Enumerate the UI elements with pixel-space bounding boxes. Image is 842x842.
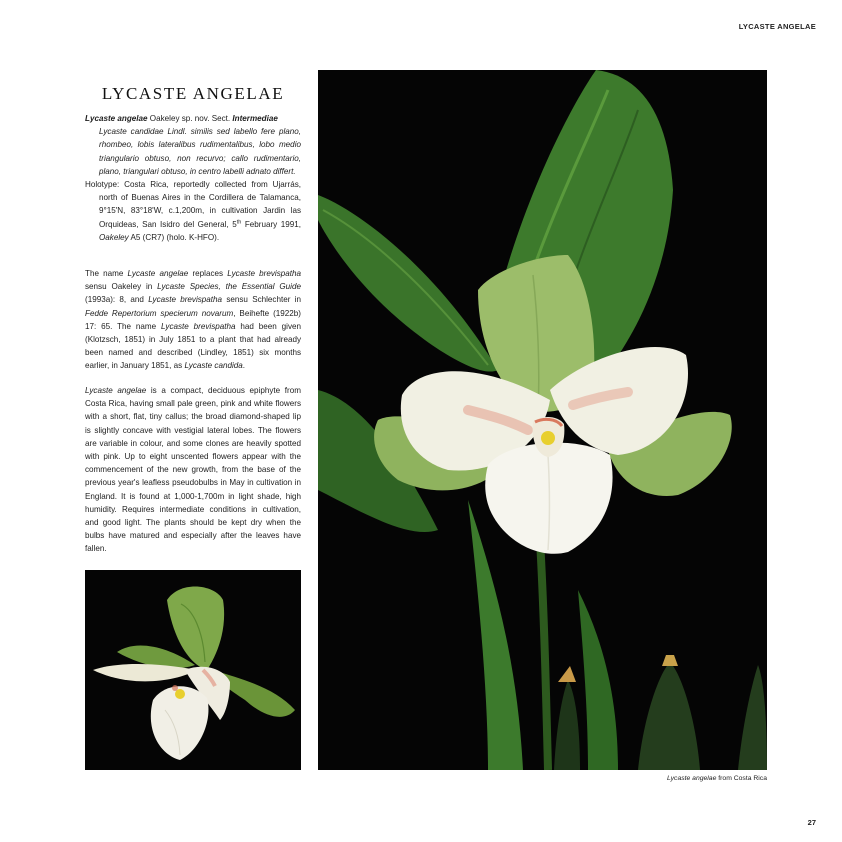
species-author: Oakeley sp. nov. Sect.	[147, 114, 233, 123]
photo-caption: Lycaste angelae from Costa Rica	[666, 775, 767, 782]
section-name: Intermediae	[232, 114, 278, 123]
species-name: Lycaste angelae	[85, 114, 148, 123]
running-head: LYCASTE ANGELAE	[738, 22, 816, 31]
flower-photo-main	[318, 70, 767, 770]
orchid-front-view-illustration	[318, 70, 767, 770]
species-line	[85, 112, 301, 125]
article-title: LYCASTE ANGELAE	[101, 84, 285, 103]
species-description	[85, 112, 301, 244]
holotype: Holotype: Costa Rica, reportedly collected from Ujarrás, north of Buenas Aires in the Cordillera de Talamanca, 9°15'N, 83°18'W, c.1,200m, in cultivation Jardin las Orquideas, San Isidro del General, 5th February 1991, Oakeley A5 (CR7) (holo. K-HFO).	[85, 180, 302, 242]
paragraph-description: Lycaste angelae is a compact, deciduous epiphyte from Costa Rica, having small pale green, pink and white flowers with a short, flat, tiny callus; the broad diamond-shaped lip is slightly concave with vestigial lateral lobes. The flowers are variable in colour, and some clones are heavily spotted with pink. Up to eight unscented flowers appear with the commencement of the new growth, from the base of the previous year's leafless pseudobulbs in May in cultivation in England. It is found at 1,000-1,700m in light shade, high humidity. Requires intermediate conditions in cultivation, and good light. The plants should be kept dry when the bulbs have matured and especially after the leaves have fallen.	[85, 386, 301, 554]
orchid-side-view-illustration	[85, 570, 301, 770]
latin-diagnosis: Lycaste candidae Lindl. similis sed labello fere plano, rhombeo, lobis lateralibus rudimentalibus, lobo medio triangulario obtuso, non recurvo; callo rudimentario, plano, triangulari obtuso, in centro labelli adnato differt.	[99, 127, 301, 176]
flower-photo-small	[85, 570, 301, 770]
paragraph-nomenclature: The name Lycaste angelae replaces Lycaste brevispatha sensu Oakeley in Lycaste Species, the Essential Guide (1993a): 8, and Lycaste brevispatha sensu Schlechter in Fedde Repertorium specierum novarum, Beihefte (1922b) 17: 65. The name Lycaste brevispatha had been given (Klotzsch, 1851) in July 1851 to a plant that had already been named and described (Lindley, 1851) six months earlier, in January 1851, as Lycaste candida.	[85, 269, 301, 371]
page-number: 27	[807, 818, 816, 827]
